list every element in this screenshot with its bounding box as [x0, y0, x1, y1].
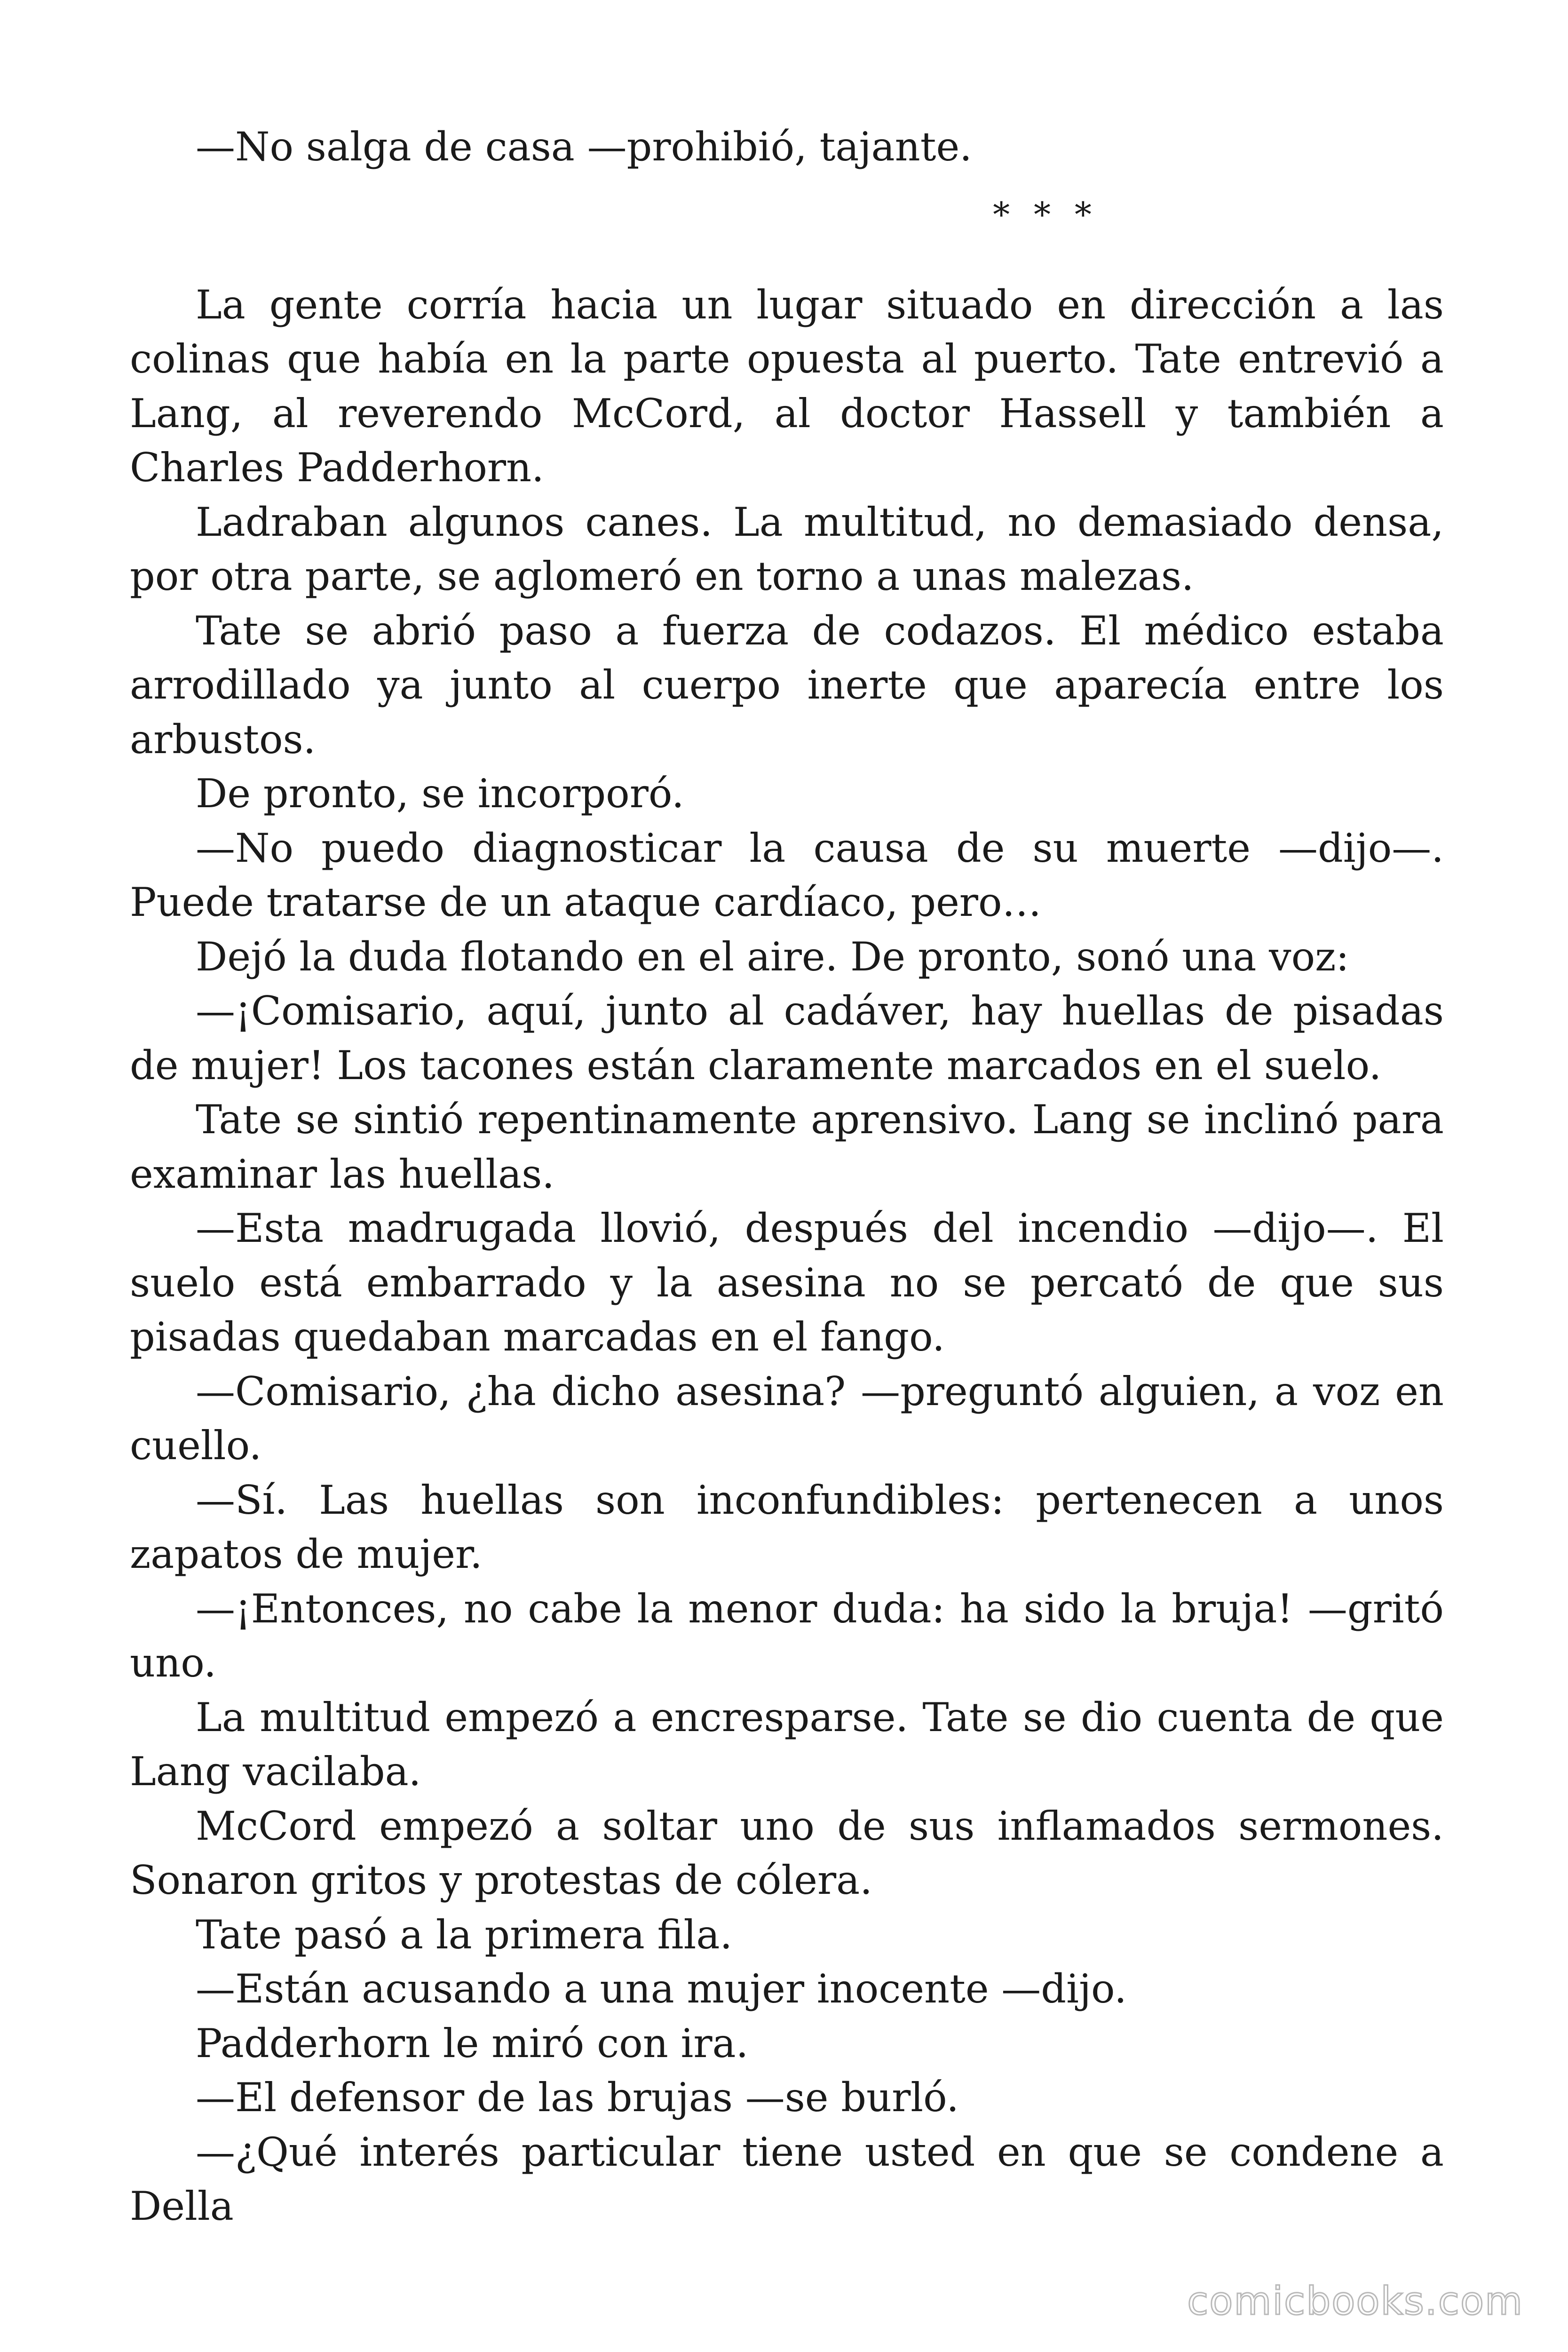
paragraph-9: —Esta madrugada llovió, después del incendio —dijo—. El suelo está embarrado y la asesina no se percató de que sus pisadas quedaban marcadas en el fango.	[130, 1205, 1444, 1360]
paragraph-7: —¡Comisario, aquí, junto al cadáver, hay huellas de pisadas de mujer! Los tacones están claramente marcados en el suelo.	[130, 988, 1444, 1089]
paragraph-19: —¿Qué interés particular tiene usted en que se condene a Della	[130, 2129, 1444, 2229]
scene-break: * * *	[993, 194, 1098, 234]
paragraph-0: —No salga de casa —prohibió, tajante.	[196, 124, 972, 170]
paragraph-4: De pronto, se incorporó.	[196, 771, 684, 817]
paragraph-5: —No puedo diagnosticar la causa de su muerte —dijo—. Puede tratarse de un ataque cardíaco, pero…	[130, 825, 1444, 925]
paragraph-18: —El defensor de las brujas —se burló.	[196, 2074, 959, 2121]
body-text	[130, 120, 1444, 2234]
paragraph-13: La multitud empezó a encresparse. Tate se dio cuenta de que Lang vacilaba.	[130, 1694, 1444, 1795]
paragraph-12: —¡Entonces, no cabe la menor duda: ha sido la bruja! —gritó uno.	[130, 1585, 1444, 1686]
paragraph-8: Tate se sintió repentinamente aprensivo. Lang se inclinó para examinar las huellas.	[130, 1097, 1444, 1197]
paragraph-11: —Sí. Las huellas son inconfundibles: pertenecen a unos zapatos de mujer.	[130, 1477, 1444, 1577]
paragraph-16: —Están acusando a una mujer inocente —dijo.	[196, 1966, 1127, 2012]
paragraph-6: Dejó la duda flotando en el aire. De pronto, sonó una voz:	[196, 933, 1349, 980]
paragraph-10: —Comisario, ¿ha dicho asesina? —preguntó alguien, a voz en cuello.	[130, 1368, 1444, 1469]
paragraph-14: McCord empezó a soltar uno de sus inflamados sermones. Sonaron gritos y protestas de cólera.	[130, 1803, 1444, 1903]
paragraph-1: La gente corría hacia un lugar situado en dirección a las colinas que había en la parte opuesta al puerto. Tate entrevió a Lang, al reverendo McCord, al doctor Hassell y también a Charles Padderhorn.	[130, 281, 1444, 491]
paragraph-15: Tate pasó a la primera fila.	[196, 1911, 733, 1958]
paragraph-3: Tate se abrió paso a fuerza de codazos. El médico estaba arrodillado ya junto al cuerpo inerte que aparecía entre los arbustos.	[130, 607, 1444, 763]
watermark: comicbooks.com	[1187, 2279, 1523, 2324]
paragraph-17: Padderhorn le miró con ira.	[196, 2020, 749, 2066]
paragraph-2: Ladraban algunos canes. La multitud, no demasiado densa, por otra parte, se aglomeró en torno a unas malezas.	[130, 499, 1444, 599]
